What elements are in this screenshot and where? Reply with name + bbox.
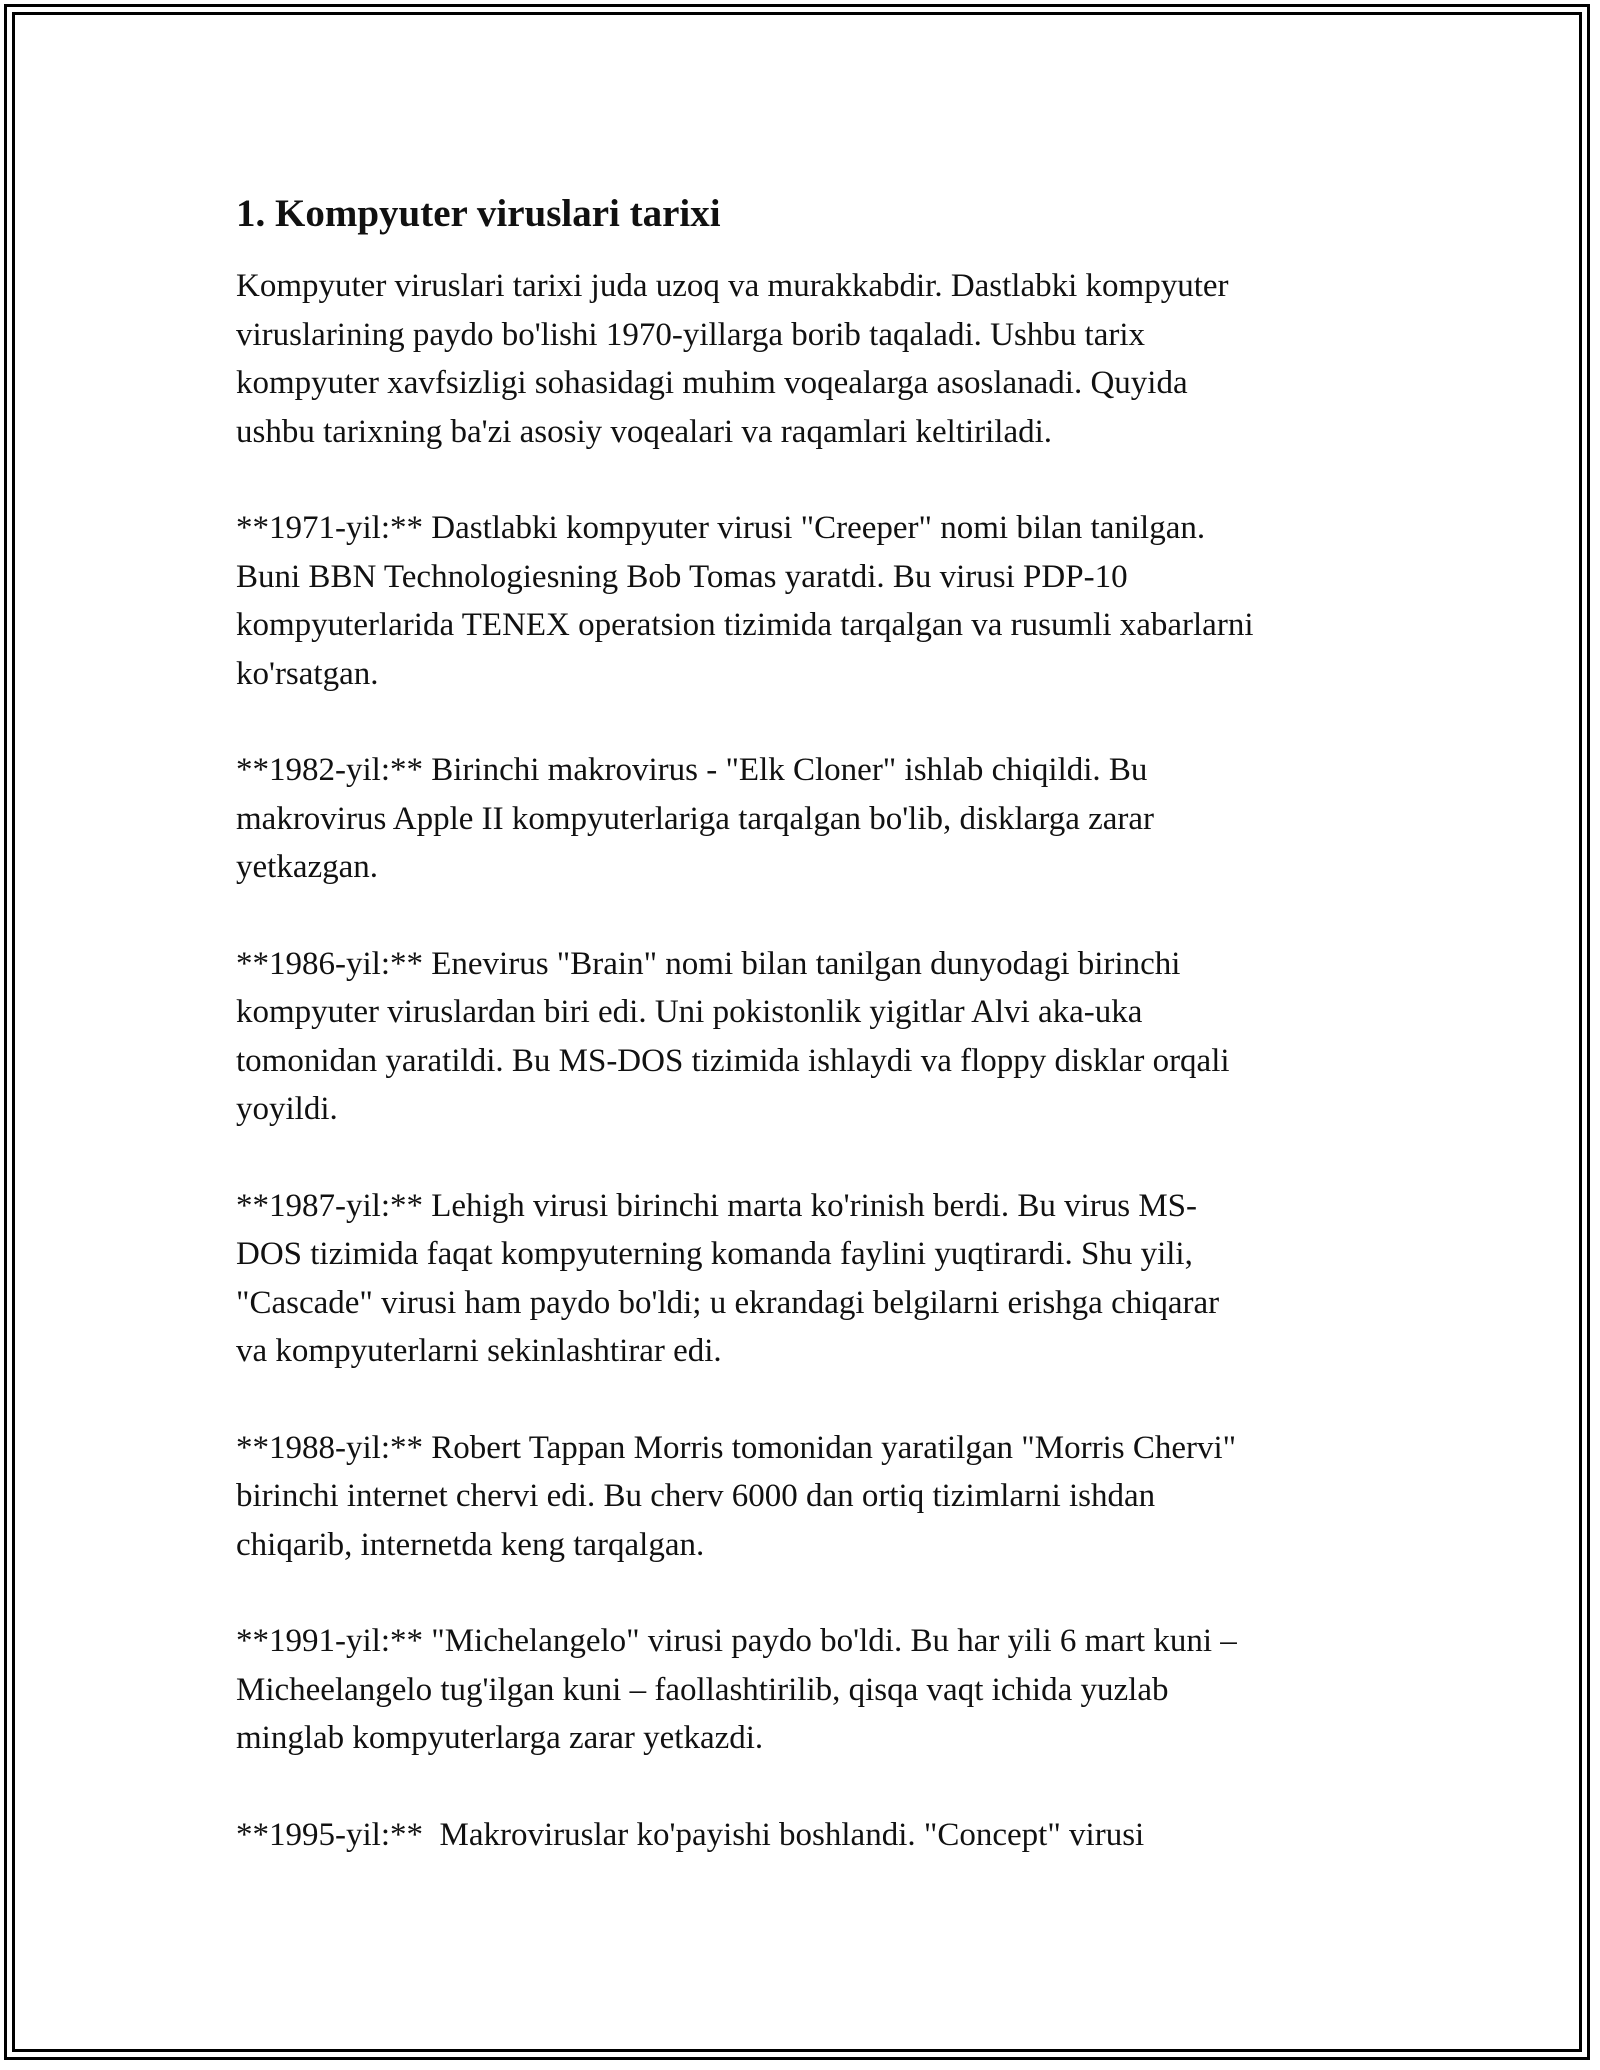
paragraph-1982: **1982-yil:** Birinchi makrovirus - "Elk Cloner" ishlab chiqildi. Bu makrovirus Apple II kompyuterlariga tarqalgan bo'lib, disklarga zarar yetkazgan. bbox=[236, 752, 1155, 885]
paragraph-1991: **1991-yil:** "Michelangelo" virusi paydo bo'ldi. Bu har yili 6 mart kuni – Micheelangelo tug'ilgan kuni – faollashtirilib, qisqa vaqt ichida yuzlab minglab kompyuterlarga zarar yetkazdi. bbox=[236, 1623, 1237, 1756]
paragraph-1988: **1988-yil:** Robert Tappan Morris tomonidan yaratilgan "Morris Chervi" birinchi internet chervi edi. Bu cherv 6000 dan ortiq tizimlarni ishdan chiqarib, internetda keng tarqalgan. bbox=[236, 1429, 1237, 1563]
paragraph-1995: **1995-yil:** Makroviruslar ko'payishi boshlandi. "Concept" virusi bbox=[236, 1816, 1145, 1853]
document-body bbox=[236, 190, 1376, 1907]
paragraph-1987: **1987-yil:** Lehigh virusi birinchi marta ko'rinish berdi. Bu virus MS- DOS tizimida faqat kompyuterning komanda faylini yuqtirardi. Shu yili, "Cascade" virusi ham paydo bo'ldi; u ekrandagi belgilarni erishga chiqarar va kompyuterlarni sekinlashtirar edi. bbox=[236, 1187, 1220, 1369]
paragraph-1986: **1986-yil:** Enevirus "Brain" nomi bilan tanilgan dunyodagi birinchi kompyuter viruslardan biri edi. Uni pokistonlik yigitlar Alvi aka-uka tomonidan yaratildi. Bu MS-DOS tizimida ishlaydi va floppy disklar orqali yoyildi. bbox=[236, 945, 1230, 1127]
paragraph-1971: **1971-yil:** Dastlabki kompyuter virusi "Creeper" nomi bilan tanilgan. Buni BBN Technologiesning Bob Tomas yaratdi. Bu virusi PDP-10 kompyuterlarida TENEX operatsion tizimida tarqalgan va rusumli xabarlarni ko'rsatgan. bbox=[236, 510, 1254, 692]
intro-paragraph: Kompyuter viruslari tarixi juda uzoq va murakkabdir. Dastlabki kompyuter viruslarining paydo bo'lishi 1970-yillarga borib taqaladi. Ushbu tarix kompyuter xavfsizligi sohasidagi muhim voqealarga asoslanadi. Quyida ushbu tarixning ba'zi asosiy voqealari va raqamlari keltiriladi. bbox=[236, 268, 1229, 450]
section-heading: 1. Kompyuter viruslari tarixi bbox=[236, 192, 721, 235]
